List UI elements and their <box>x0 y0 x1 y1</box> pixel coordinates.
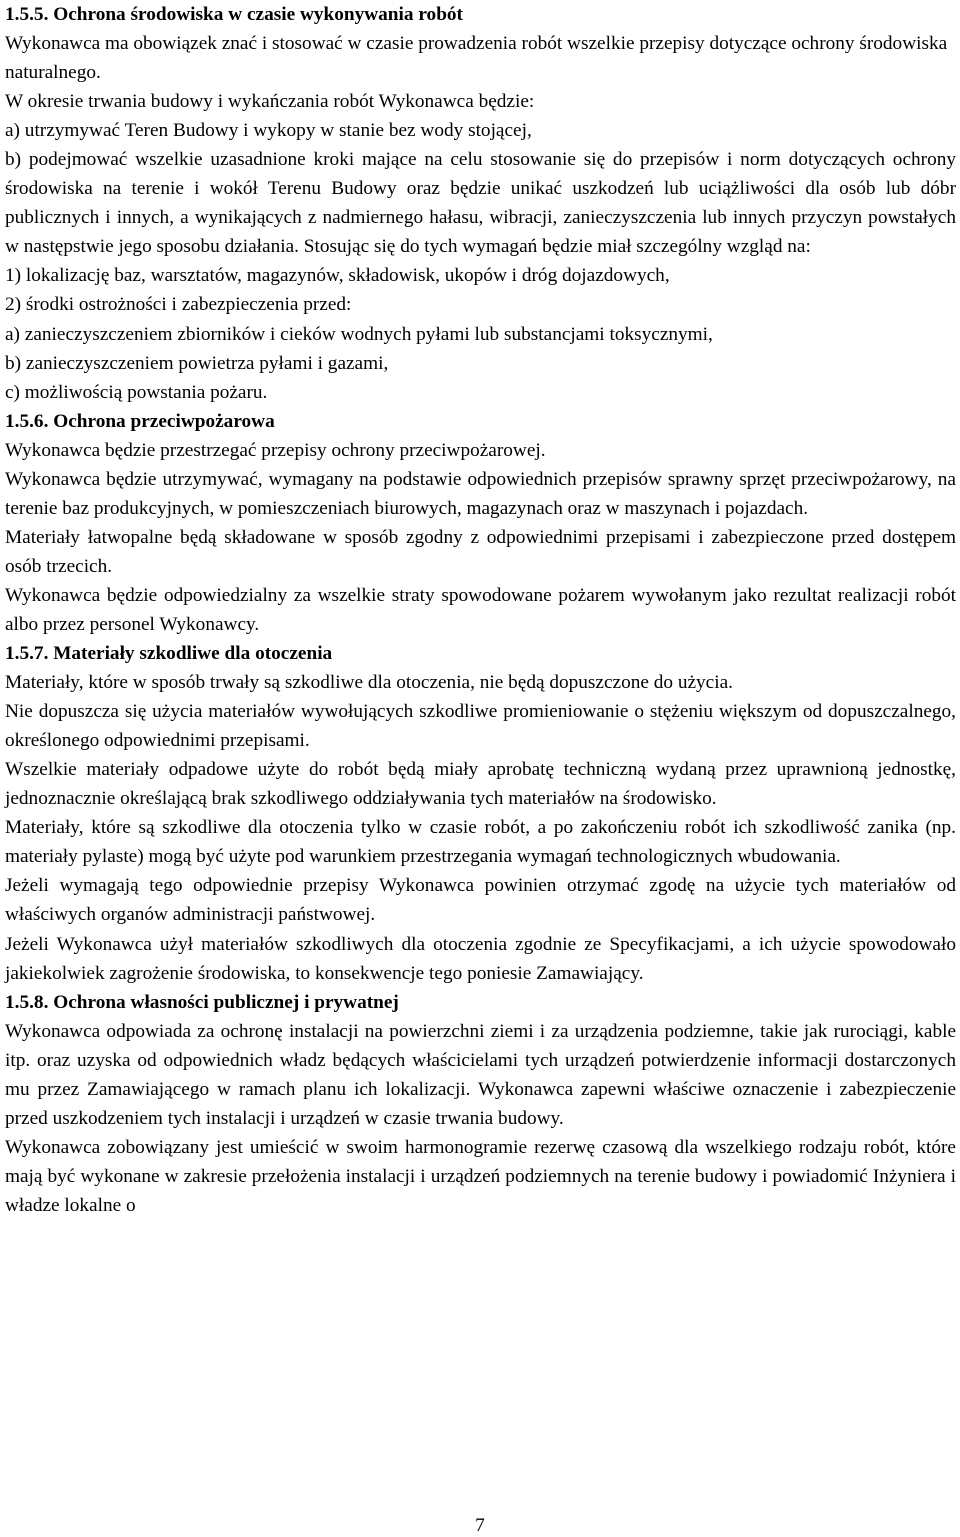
paragraph: Wykonawca ma obowiązek znać i stosować w czasie prowadzenia robót wszelkie przepisy dotyczące ochrony środowiska naturalnego. <box>5 33 948 84</box>
list-item: c) możliwością powstania pożaru. <box>5 381 268 403</box>
list-item: b) zanieczyszczeniem powietrza pyłami i gazami, <box>5 352 389 374</box>
section-heading-1-5-7: 1.5.7. Materiały szkodliwe dla otoczenia <box>5 643 333 665</box>
paragraph: Wszelkie materiały odpadowe użyte do robót będą miały aprobatę techniczną wydaną przez uprawnioną jednostkę, jednoznacznie określającą brak szkodliwego oddziaływania tych materiałów na środowisko. <box>5 759 956 810</box>
paragraph: Materiały łatwopalne będą składowane w sposób zgodny z odpowiednimi przepisami i zabezpieczone przed dostępem osób trzecich. <box>5 526 956 577</box>
paragraph: Wykonawca będzie utrzymywać, wymagany na podstawie odpowiednich przepisów sprawny sprzęt przeciwpożarowy, na terenie baz produkcyjnych, w pomieszczeniach biurowych, magazynach oraz w maszynach i pojazdach. <box>5 468 956 519</box>
paragraph: Jeżeli Wykonawca użył materiałów szkodliwych dla otoczenia zgodnie ze Specyfikacjami, a ich użycie spowodowało jakiekolwiek zagrożenie środowiska, to konsekwencje tego poniesie Zamawiający. <box>5 933 956 984</box>
paragraph: Wykonawca odpowiada za ochronę instalacji na powierzchni ziemi i za urządzenia podziemne, takie jak rurociągi, kable itp. oraz uzyska od odpowiednich władz będących właścicielami tych urządzeń potwierdzenie informacji dostarczonych mu przez Zamawiającego w ramach planu ich lokalizacji. Wykonawca zapewni właściwe oznaczenie i zabezpieczenie przed uszkodzeniem tych instalacji i urządzeń w czasie trwania budowy. <box>5 1020 956 1129</box>
list-item: b) podejmować wszelkie uzasadnione kroki mające na celu stosowanie się do przepisów i norm dotyczących ochrony środowiska na terenie i wokół Terenu Budowy oraz będzie unikać uszkodzeń lub uciążliwości dla osób lub dóbr publicznych i innych, a wynikających z nadmiernego hałasu, wibracji, zanieczyszczenia lub innych przyczyn powstałych w następstwie jego sposobu działania. Stosując się do tych wymagań będzie miał szczególny wzgląd na: <box>5 149 956 258</box>
list-item: 2) środki ostrożności i zabezpieczenia przed: <box>5 294 352 316</box>
paragraph: Nie dopuszcza się użycia materiałów wywołujących szkodliwe promieniowanie o stężeniu większym od dopuszczalnego, określonego odpowiednimi przepisami. <box>5 701 956 752</box>
section-heading-1-5-5: 1.5.5. Ochrona środowiska w czasie wykonywania robót <box>5 4 463 25</box>
paragraph: Materiały, które są szkodliwe dla otoczenia tylko w czasie robót, a po zakończeniu robót ich szkodliwość zanika (np. materiały pylaste) mogą być użyte pod warunkiem przestrzegania wymagań technologicznych wbudowania. <box>5 817 956 868</box>
list-item: a) zanieczyszczeniem zbiorników i cieków wodnych pyłami lub substancjami toksycznymi, <box>5 323 713 345</box>
page-number: 7 <box>475 1515 485 1536</box>
section-heading-1-5-6: 1.5.6. Ochrona przeciwpożarowa <box>5 410 275 432</box>
list-item: 1) lokalizację baz, warsztatów, magazynów, składowisk, ukopów i dróg dojazdowych, <box>5 265 670 287</box>
document-page <box>5 0 956 1220</box>
paragraph: Jeżeli wymagają tego odpowiednie przepisy Wykonawca powinien otrzymać zgodę na użycie tych materiałów od właściwych organów administracji państwowej. <box>5 875 956 926</box>
paragraph: Materiały, które w sposób trwały są szkodliwe dla otoczenia, nie będą dopuszczone do użycia. <box>5 672 733 694</box>
paragraph: W okresie trwania budowy i wykańczania robót Wykonawca będzie: <box>5 91 535 113</box>
list-item: a) utrzymywać Teren Budowy i wykopy w stanie bez wody stojącej, <box>5 120 532 142</box>
paragraph: Wykonawca będzie przestrzegać przepisy ochrony przeciwpożarowej. <box>5 439 546 461</box>
paragraph: Wykonawca będzie odpowiedzialny za wszelkie straty spowodowane pożarem wywołanym jako rezultat realizacji robót albo przez personel Wykonawcy. <box>5 584 956 635</box>
paragraph: Wykonawca zobowiązany jest umieścić w swoim harmonogramie rezerwę czasową dla wszelkiego rodzaju robót, które mają być wykonane w zakresie przełożenia instalacji i urządzeń podziemnych na terenie budowy i powiadomić Inżyniera i władze lokalne o <box>5 1136 956 1216</box>
section-heading-1-5-8: 1.5.8. Ochrona własności publicznej i prywatnej <box>5 991 399 1013</box>
